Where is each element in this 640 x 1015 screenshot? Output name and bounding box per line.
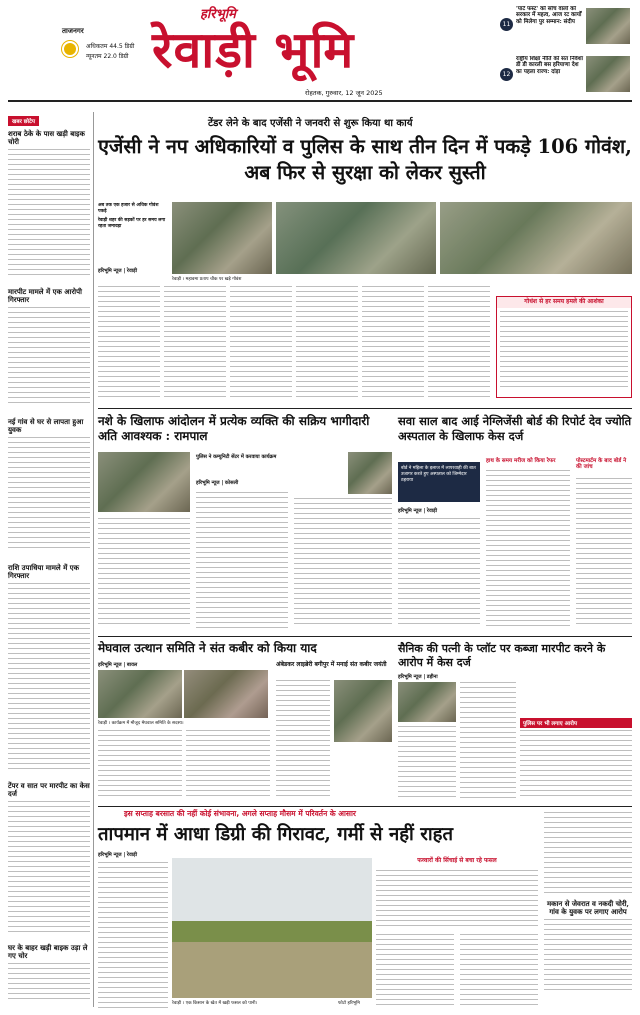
lead-box-text (500, 311, 628, 391)
row3-left-photo (98, 670, 182, 718)
lead-text-col (362, 286, 424, 398)
lead-bullet: रेवाड़ी शहर की सड़कों पर हर समय लगा रहता जमावड़ा (98, 218, 166, 229)
teaser-1-num: 11 (500, 18, 513, 31)
mid-left-text (98, 518, 190, 628)
row3-left-byline: हरिभूमि न्यूज | बावल (98, 662, 138, 668)
mid-left-byline: हरिभूमि न्यूज | कोसली (196, 480, 239, 486)
sun-icon (64, 43, 76, 55)
rule (98, 636, 632, 637)
mid-right-bullet: बोर्ड ने महिला के इलाज में लापरवाही की बात उजागर करते हुए अस्पताल को जिम्मेदार ठहराया (398, 462, 480, 502)
row3-right-text (460, 682, 516, 800)
sidebar-item-title: नई गांव से घर से लापता हुआ युवक (8, 417, 84, 435)
row3-right-text (520, 730, 632, 800)
sidebar-item-text (8, 437, 90, 549)
sidebar-item-title: घर के बाहर खड़ी बाइक उड़ा ले गए चोर (8, 943, 88, 961)
mid-right-text (576, 478, 632, 626)
lead-bullets (98, 202, 168, 229)
lead-story[interactable] (98, 112, 632, 404)
weather-max: अधिकतम 44.5 डिग्री (86, 43, 135, 50)
lead-box (496, 296, 632, 398)
bottom-kicker: इस सप्ताह बरसात की नहीं कोई संभावना, अगले सप्ताह मौसम में परिवर्तन के आसार (124, 809, 356, 818)
sidebar-item-title: शराब ठेके के पास खड़ी बाइक चोरी (8, 129, 85, 147)
bottom-headline: तापमान में आधा डिग्री की गिरावट, गर्मी से नहीं राहत (98, 824, 453, 845)
lead-photo-2 (276, 202, 436, 274)
row3-left-text (186, 730, 270, 800)
sidebar-item-text (8, 963, 90, 999)
lead-text-col (230, 286, 292, 398)
row3-right-headline: सैनिक की पत्नी के प्लॉट पर कब्जा मारपीट करने के आरोप में केस दर्ज (398, 642, 606, 669)
teaser-1-text: 'पार्ट फस्ट' को सोच वालों को सरकार में महत्व, आज रट कार्यों को मिलेगा पुर सम्मान: संदीप (516, 6, 582, 25)
mid-right-text (398, 518, 480, 626)
teaser-2[interactable] (500, 56, 584, 102)
mid-right-sub1: हाथ के समय मरीज को किया रेफर (486, 458, 556, 464)
bottom-text (376, 934, 454, 1008)
masthead-title: रेवाड़ी भूमि (152, 20, 355, 79)
row3-left-text (276, 680, 330, 800)
sidebar-item-title: टेंपर व सात पर मारपीट का केस दर्ज (8, 781, 90, 799)
mid-left-photo (98, 452, 190, 512)
rule (98, 408, 632, 409)
lead-box-title: गोधंश से हर समय हमले की आशंका (497, 297, 631, 308)
sidebar-item[interactable] (8, 288, 90, 414)
sidebar-item[interactable] (8, 944, 90, 1004)
lead-bullet: अब तक एक हजार से अधिक गोवंश पकड़े (98, 203, 159, 214)
row3-right-story[interactable] (398, 640, 632, 804)
mid-left-photo-2 (348, 452, 392, 494)
bottom-sub: फव्वारों की सिंचाई से बचा रहे फसल (417, 857, 497, 864)
bottom-caption: रेवाड़ी । एक किसान के खेत में खड़ी फसल को पानी। (172, 1001, 258, 1006)
teaser-1[interactable] (500, 6, 584, 52)
lead-caption: रेवाड़ी । महावमा प्रताप चौक पर खड़े गोवंश (172, 277, 242, 282)
row3-right-byline: हरिभूमि न्यूज | डहीना (398, 674, 438, 680)
mid-right-headline: सवा साल बाद आई नेग्लिजेंसी बोर्ड की रिपोर्ट देव ज्योति अस्पताल के खिलाफ केस दर्ज (398, 414, 632, 443)
bottom-photo-credit: फोटो हरिभूमि (338, 1001, 360, 1006)
sidebar-item-text (8, 801, 90, 933)
dateline: रोहतक, गुरुवार, 12 जून 2025 (305, 89, 383, 97)
lead-headline: एजेंसी ने नप अधिकारियों व पुलिस के साथ तीन दिन में पकड़े 106 गोवंश, अब फिर से सुरक्षा को लेकर सुस्ती (98, 135, 632, 184)
row3-left-caption: रेवाड़ी । कार्यक्रम में मौजूद मेघवाल समिति के सदस्य। (98, 721, 184, 726)
sidebar-item[interactable] (8, 418, 90, 558)
row3-left-photo-2 (184, 670, 268, 718)
sidebar-item-text (8, 307, 90, 407)
bottom-photo (172, 858, 372, 998)
lead-text-col (296, 286, 358, 398)
side-story-text-upper (544, 812, 632, 896)
sidebar-item-title: मारपीट मामले में एक आरोपी गिरफ्तार (8, 287, 82, 305)
sidebar-item[interactable] (8, 130, 90, 286)
side-story[interactable] (544, 900, 632, 1010)
masthead-rule (8, 100, 632, 102)
edition-label: ताजनगर (62, 27, 84, 35)
bottom-text (98, 862, 168, 1008)
mid-left-headline: नशे के खिलाफ आंदोलन में प्रत्येक व्यक्ति की सक्रिय भागीदारी अति आवश्यक : रामपाल (98, 414, 370, 443)
sidebar-item[interactable] (8, 782, 90, 942)
bottom-text (460, 934, 538, 1008)
sidebar-item-text (8, 149, 90, 277)
sidebar (8, 112, 94, 1007)
teaser-2-num: 12 (500, 68, 513, 81)
lead-text-col (98, 286, 160, 398)
lead-text-col (428, 286, 490, 398)
mid-right-byline: हरिभूमि न्यूज | रेवाड़ी (398, 508, 438, 514)
teaser-2-text: राष्ट्रीय शिक्षा नीति को सत निवेशा डी डी कारली बस हरियाणा देश का पहला राज्य: दांड़ा (516, 56, 583, 75)
lead-photo-3 (440, 202, 632, 274)
side-story-title: मकान से जेवरात व नकदी चोरी, गांव के युवक पर लगाए आरोप (547, 899, 629, 917)
row3-left-text (98, 730, 182, 800)
row3-left-photo-3 (334, 680, 392, 742)
lead-photo-1 (172, 202, 272, 274)
mid-left-bullet: पुलिस ने कम्युनिटी सेंटर में करवाया कार्यक्रम (196, 454, 277, 460)
mid-right-sub2: पोस्टमार्टम के बाद बोर्ड ने की जांच (576, 458, 627, 471)
row3-left-headline: मेघवाल उत्थान समिति ने संत कबीर को किया याद (98, 641, 317, 655)
mid-right-text (486, 470, 570, 626)
mid-left-text (196, 492, 288, 628)
teaser-photo (586, 8, 630, 44)
bottom-byline: हरिभूमि न्यूज | रेवाड़ी (98, 852, 138, 858)
teaser-photo-2 (586, 56, 630, 92)
mid-left-text (294, 498, 392, 628)
row3-left-story[interactable] (98, 640, 392, 804)
sidebar-header: खबर छोटेप (8, 116, 39, 126)
weather-min: न्यूनतम 22.0 डिग्री (86, 53, 129, 60)
bottom-text (376, 870, 538, 930)
rule (98, 806, 632, 807)
mid-left-story[interactable] (98, 412, 392, 632)
row3-left-sub: अंबेडकर लाइब्रेरी बगीपुर में मनाई संत कबीर जयंती (276, 661, 387, 668)
bottom-story[interactable] (98, 808, 538, 1012)
side-story-text (544, 919, 632, 993)
sidebar-item[interactable] (8, 564, 90, 778)
mid-right-story[interactable] (398, 412, 632, 632)
row3-right-box: पुलिस पर भी लगाए आरोप (520, 718, 632, 728)
lead-kicker: टेंडर लेने के बाद एजेंसी ने जनवरी से शुरू किया था कार्य (208, 118, 413, 129)
lead-text-col (164, 286, 226, 398)
masthead (0, 0, 640, 110)
row3-right-photo (398, 682, 456, 722)
row3-right-text (398, 726, 456, 800)
lead-byline: हरिभूमि न्यूज | रेवाड़ी (98, 268, 138, 274)
masthead-tagline: हरिभूमि (200, 7, 236, 22)
sidebar-item-text (8, 583, 90, 769)
sidebar-item-title: राशि उपाधिया मामले में एक गिरफ्तार (8, 563, 79, 581)
